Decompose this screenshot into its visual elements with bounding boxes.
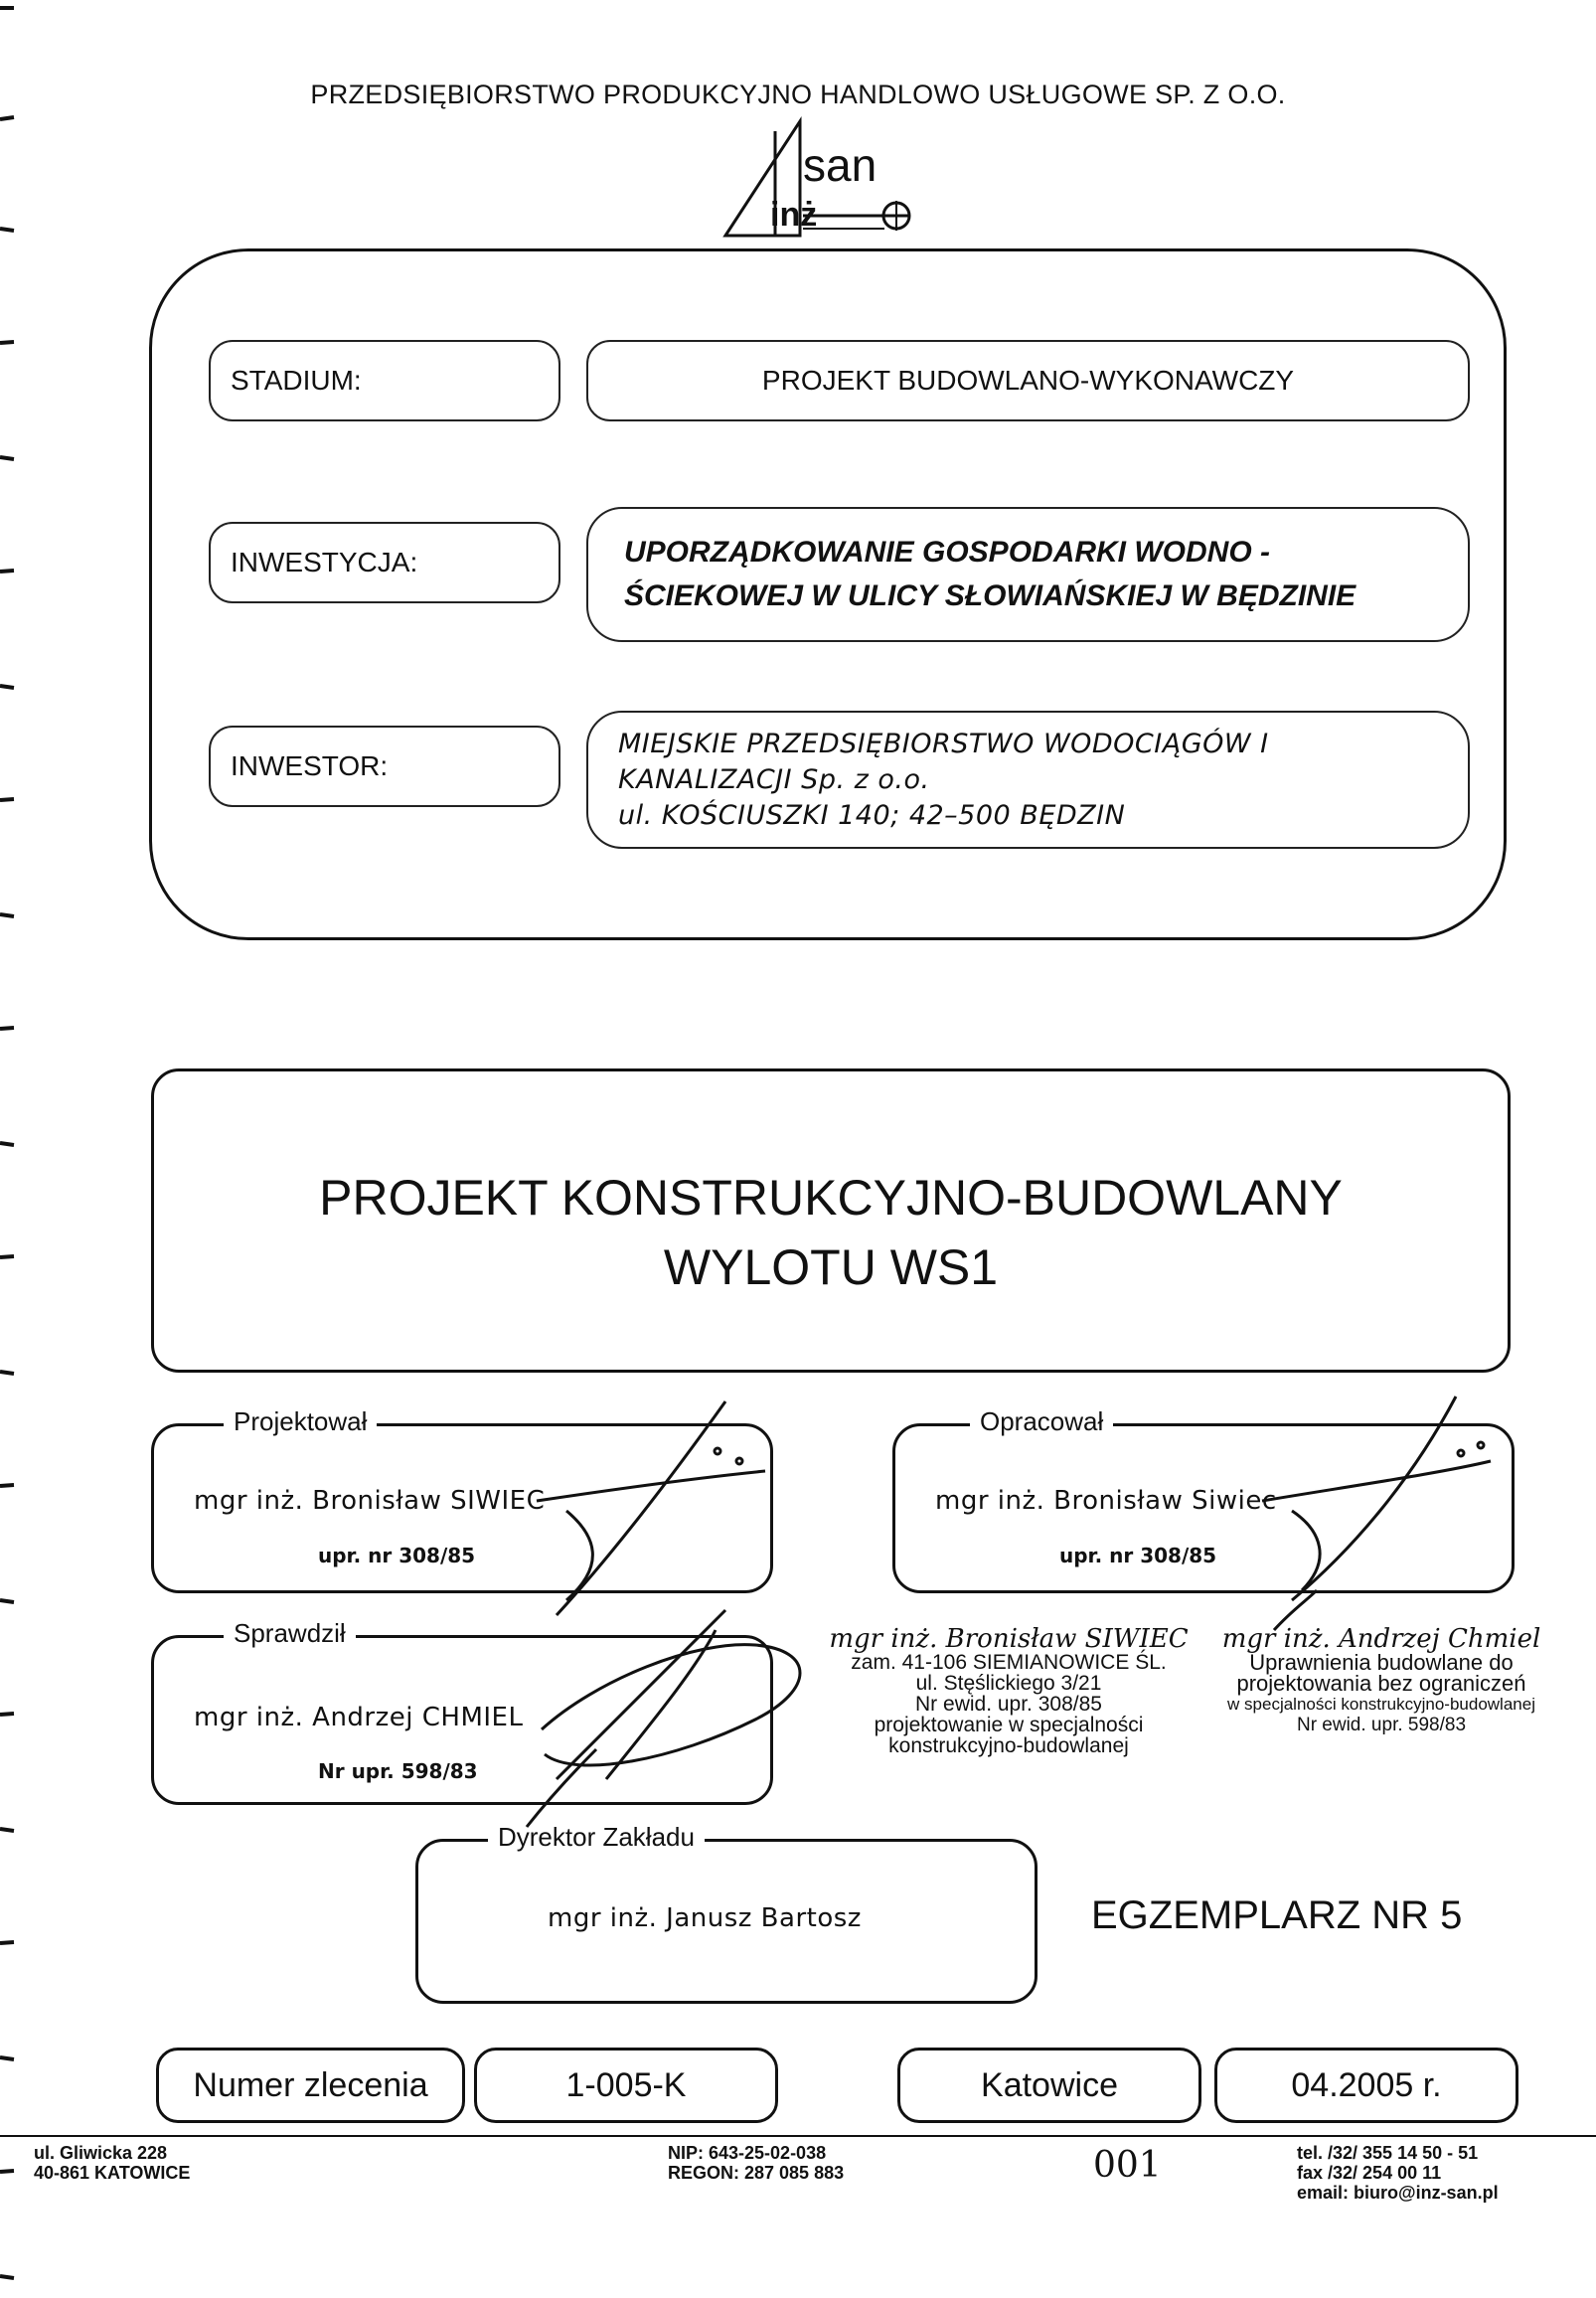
designer-stamp (820, 1626, 1197, 1756)
investor-label-box (209, 726, 560, 807)
checked-by-panel (151, 1618, 773, 1805)
stadium-label: STADIUM: (231, 365, 362, 396)
investor-line-2: KANALIZACJI Sp. z o.o. (618, 763, 930, 795)
checked-by-license: Nr upr. 598/83 (318, 1759, 478, 1783)
designer-stamp-line-2: zam. 41-106 SIEMIANOWICE ŚL. (851, 1651, 1167, 1674)
prepared-by-license: upr. nr 308/85 (1059, 1544, 1217, 1567)
page-edge-ticks (0, 0, 20, 2298)
prepared-by-name: mgr inż. Bronisław Siwiec (935, 1486, 1277, 1516)
footer-fax: fax /32/ 254 00 11 (1297, 2163, 1442, 2183)
director-name: mgr inż. Janusz Bartosz (548, 1903, 862, 1933)
investment-label: INWESTYCJA: (231, 547, 418, 577)
copy-number: EGZEMPLARZ NR 5 (1091, 1893, 1463, 1937)
city-box (897, 2048, 1201, 2123)
designer-stamp-line-1: mgr inż. Bronisław SIWIEC (829, 1624, 1189, 1654)
company-logo (716, 111, 934, 250)
document-title-box (151, 1068, 1511, 1373)
order-number-label: Numer zlecenia (193, 2065, 428, 2104)
svg-text:san: san (803, 139, 878, 191)
investment-value-box (586, 507, 1470, 642)
designer-stamp-line-6: konstrukcyjno-budowlanej (888, 1734, 1129, 1757)
stadium-label-box (209, 340, 560, 421)
investment-line-2: ŚCIEKOWEJ W ULICY SŁOWIAŃSKIEJ W BĘDZINIE (624, 579, 1357, 612)
stadium-value-box (586, 340, 1470, 421)
footer-nip: NIP: 643-25-02-038 (668, 2143, 827, 2163)
checker-stamp-line-3: projektowania bez ograniczeń (1236, 1671, 1526, 1696)
checked-by-label: Sprawdził (224, 1618, 356, 1649)
checker-stamp-line-1: mgr inż. Andrzej Chmiel (1221, 1624, 1541, 1654)
footer-registration (668, 2143, 844, 2183)
checker-stamp-line-2: Uprawnienia budowlane do (1249, 1650, 1514, 1675)
checker-stamp (1193, 1626, 1570, 1735)
handwritten-page-number: 001 (1093, 2145, 1162, 2186)
stadium-value: PROJEKT BUDOWLANO-WYKONAWCZY (761, 365, 1295, 396)
footer-email: email: biuro@inz-san.pl (1297, 2183, 1499, 2203)
investment-label-box (209, 522, 560, 603)
designed-by-panel (151, 1406, 773, 1593)
director-label: Dyrektor Zakładu (488, 1822, 705, 1853)
designer-stamp-line-5: projektowanie w specjalności (874, 1714, 1144, 1736)
footer-contact (1297, 2143, 1499, 2203)
designer-stamp-line-3: ul. Stęślickiego 3/21 (915, 1672, 1102, 1695)
footer-divider (0, 2135, 1596, 2137)
checker-stamp-line-5: Nr ewid. upr. 598/83 (1296, 1715, 1467, 1735)
designer-stamp-line-4: Nr ewid. upr. 308/85 (915, 1693, 1102, 1716)
svg-text:inż: inż (770, 196, 818, 234)
company-name: PRZEDSIĘBIORSTWO PRODUKCYJNO HANDLOWO USŁUGOWE SP. Z O.O. (310, 80, 1286, 109)
document-title-line-2: WYLOTU WS1 (663, 1239, 999, 1295)
designed-by-label: Projektował (224, 1406, 377, 1437)
date-box (1214, 2048, 1518, 2123)
designed-by-name: mgr inż. Bronisław SIWIEC (194, 1486, 546, 1516)
investor-label: INWESTOR: (231, 750, 389, 781)
prepared-by-label: Opracował (970, 1406, 1113, 1437)
footer-address-line-2: 40-861 KATOWICE (34, 2163, 191, 2183)
investor-value-box (586, 711, 1470, 849)
investment-line-1: UPORZĄDKOWANIE GOSPODARKI WODNO - (624, 536, 1270, 569)
prepared-by-panel (892, 1406, 1515, 1593)
document-title-line-1: PROJEKT KONSTRUKCYJNO-BUDOWLANY (319, 1170, 1343, 1226)
order-number-value: 1-005-K (565, 2065, 687, 2104)
date-value: 04.2005 r. (1291, 2065, 1442, 2104)
city-value: Katowice (981, 2065, 1118, 2104)
checked-by-name: mgr inż. Andrzej CHMIEL (194, 1703, 524, 1732)
footer-tel: tel. /32/ 355 14 50 - 51 (1297, 2143, 1479, 2163)
order-number-label-box (156, 2048, 465, 2123)
footer-regon: REGON: 287 085 883 (668, 2163, 845, 2183)
investor-line-3: ul. KOŚCIUSZKI 140; 42–500 BĘDZIN (618, 799, 1126, 831)
footer-address (34, 2143, 190, 2183)
designed-by-license: upr. nr 308/85 (318, 1544, 476, 1567)
checker-stamp-line-4: w specjalności konstrukcyjno-budowlanej (1227, 1695, 1535, 1714)
investor-line-1: MIEJSKIE PRZEDSIĘBIORSTWO WODOCIĄGÓW I (618, 728, 1269, 759)
footer-address-line-1: ul. Gliwicka 228 (34, 2143, 168, 2163)
director-panel (415, 1822, 1037, 2004)
order-number-value-box (474, 2048, 778, 2123)
